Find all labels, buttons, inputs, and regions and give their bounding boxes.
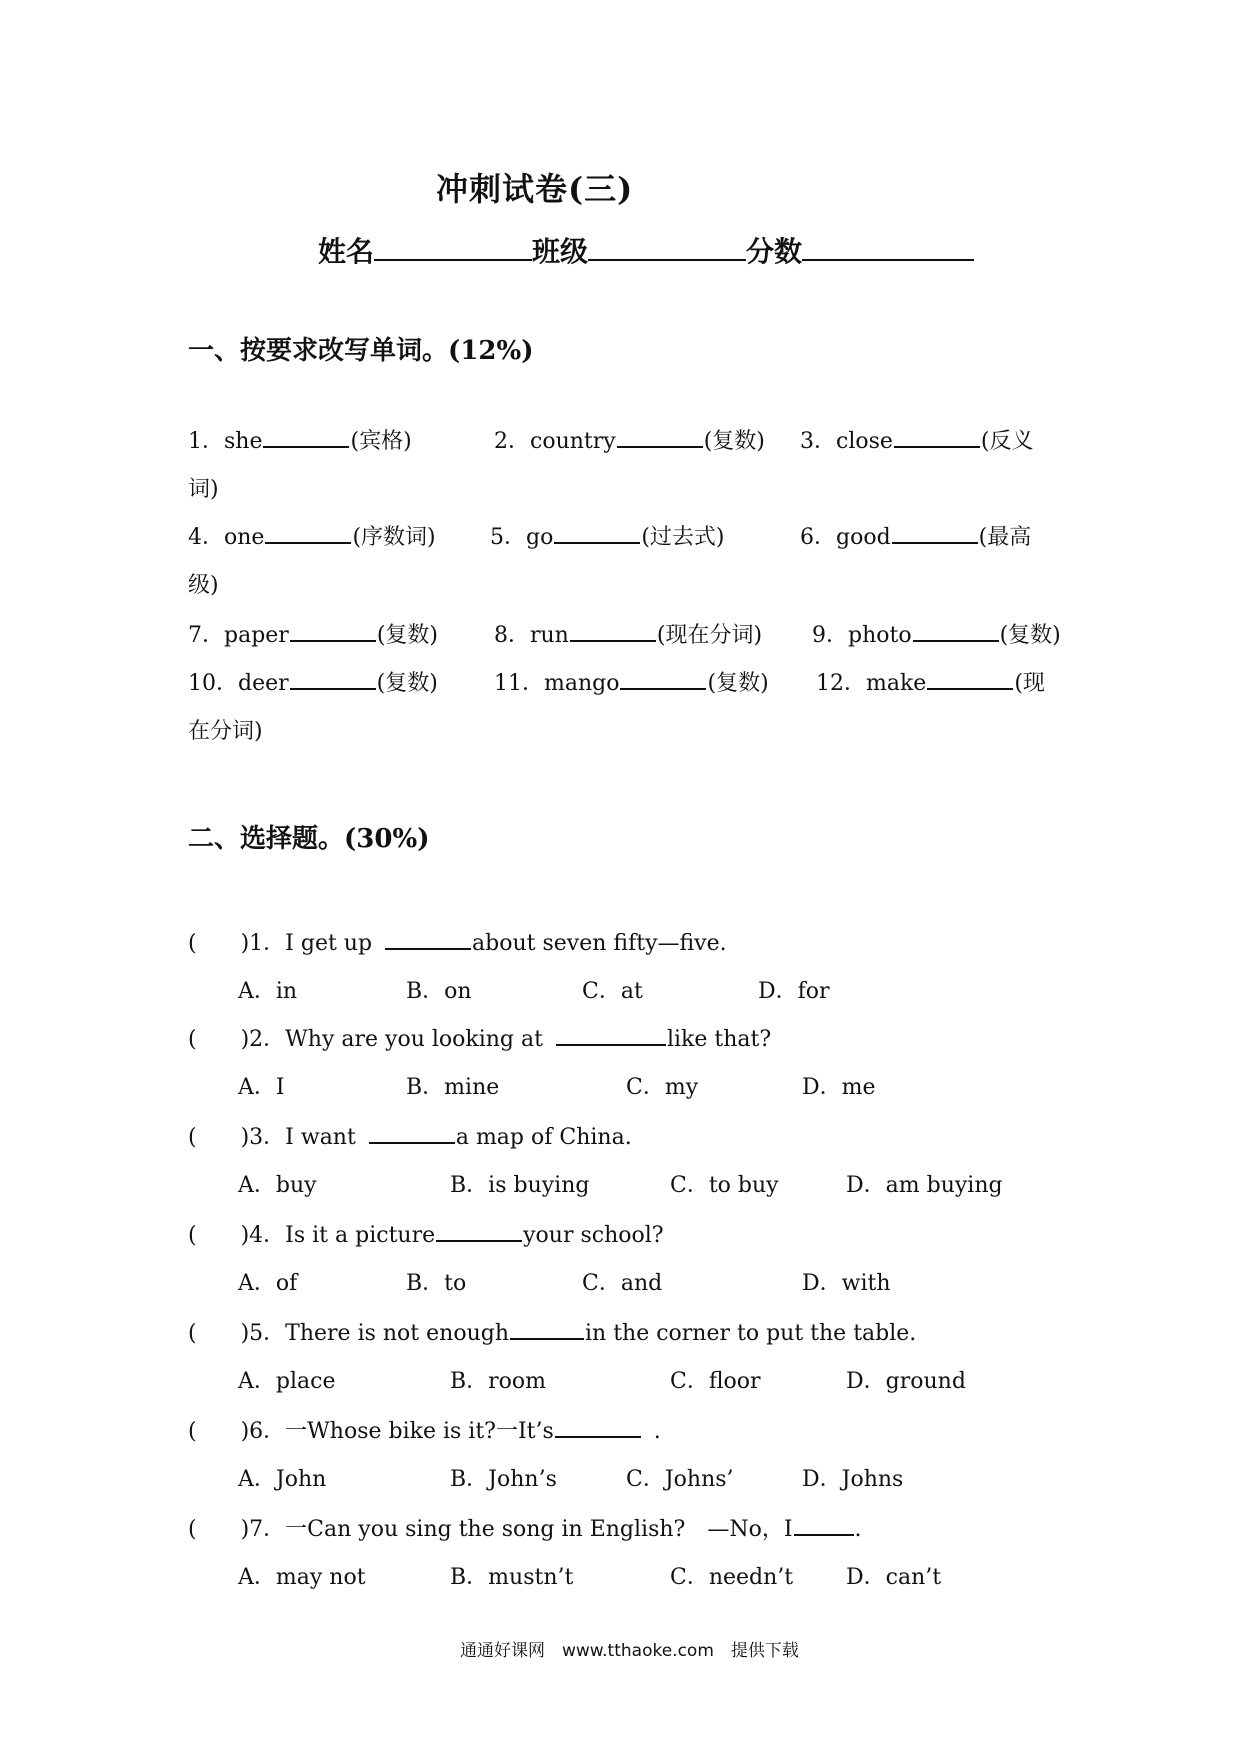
q7-option-b: B．mustn’t bbox=[450, 1565, 574, 1590]
score-label: 分数 bbox=[746, 235, 803, 268]
name-blank bbox=[374, 233, 532, 261]
word-item-3-wrap: 词) bbox=[188, 477, 219, 502]
question-4: ( )4．Is it a picture your school? bbox=[188, 1218, 664, 1249]
footer-source: 通通好课网 www.tthaoke.com 提供下载 bbox=[460, 1641, 799, 1661]
word-item-6-wrap: 级) bbox=[188, 573, 219, 598]
word-item-11: 11．mango (复数) bbox=[494, 666, 769, 697]
name-label: 姓名 bbox=[318, 235, 375, 268]
word-item-8: 8．run (现在分词) bbox=[494, 618, 762, 649]
q1-option-c: C．at bbox=[582, 979, 643, 1004]
q6-option-a: A．John bbox=[238, 1467, 327, 1492]
q5-option-c: C．floor bbox=[670, 1369, 761, 1394]
page-title: 冲刺试卷(三) bbox=[436, 170, 634, 208]
q7-option-d: D．can’t bbox=[846, 1565, 942, 1590]
q3-option-b: B．is buying bbox=[450, 1173, 590, 1198]
question-1: ( )1．I get up about seven fifty—five. bbox=[188, 926, 727, 957]
word-item-6: 6．good (最高 bbox=[800, 520, 1031, 551]
word-item-12: 12．make (现 bbox=[816, 666, 1045, 697]
q4-option-d: D．with bbox=[802, 1271, 891, 1296]
word-item-9: 9．photo (复数) bbox=[812, 618, 1061, 649]
q3-option-a: A．buy bbox=[238, 1173, 317, 1198]
question-7: ( )7．一Can you sing the song in English? —No，I . bbox=[188, 1512, 862, 1543]
q2-option-c: C．my bbox=[626, 1075, 699, 1100]
q4-option-a: A．of bbox=[238, 1271, 298, 1296]
q6-option-d: D．Johns bbox=[802, 1467, 904, 1492]
q4-option-b: B．to bbox=[406, 1271, 467, 1296]
question-3: ( )3．I want a map of China. bbox=[188, 1120, 632, 1151]
word-item-4: 4．one (序数词) bbox=[188, 520, 436, 551]
word-item-3: 3．close (反义 bbox=[800, 424, 1034, 455]
q3-option-d: D．am buying bbox=[846, 1173, 1003, 1198]
q7-option-a: A．may not bbox=[238, 1565, 366, 1590]
q4-option-c: C．and bbox=[582, 1271, 663, 1296]
q1-option-d: D．for bbox=[758, 979, 830, 1004]
q6-option-b: B．John’s bbox=[450, 1467, 557, 1492]
q2-option-a: A．I bbox=[238, 1075, 285, 1100]
class-label: 班级 bbox=[532, 235, 589, 268]
q1-option-b: B．on bbox=[406, 979, 472, 1004]
q1-option-a: A．in bbox=[238, 979, 298, 1004]
word-item-12-wrap: 在分词) bbox=[188, 719, 263, 744]
word-item-1: 1．she (宾格) bbox=[188, 424, 412, 455]
q7-option-c: C．needn’t bbox=[670, 1565, 794, 1590]
score-blank bbox=[802, 233, 974, 261]
q5-option-b: B．room bbox=[450, 1369, 547, 1394]
q2-option-d: D．me bbox=[802, 1075, 876, 1100]
word-item-5: 5．go (过去式) bbox=[490, 520, 725, 551]
word-item-2: 2．country (复数) bbox=[494, 424, 765, 455]
q6-option-c: C．Johns’ bbox=[626, 1467, 734, 1492]
student-info-line bbox=[318, 230, 974, 270]
word-item-10: 10．deer (复数) bbox=[188, 666, 438, 697]
q5-option-a: A．place bbox=[238, 1369, 336, 1394]
q3-option-c: C．to buy bbox=[670, 1173, 779, 1198]
question-5: ( )5．There is not enough in the corner to put the table. bbox=[188, 1316, 916, 1347]
q5-option-d: D．ground bbox=[846, 1369, 966, 1394]
question-2: ( )2．Why are you looking at like that? bbox=[188, 1022, 771, 1053]
question-6: ( )6．一Whose bike is it?一It’s . bbox=[188, 1414, 661, 1445]
class-blank bbox=[588, 233, 746, 261]
section1-heading: 一、按要求改写单词。(12%) bbox=[188, 336, 534, 366]
word-item-7: 7．paper (复数) bbox=[188, 618, 438, 649]
section2-heading: 二、选择题。(30%) bbox=[188, 824, 430, 854]
q2-option-b: B．mine bbox=[406, 1075, 500, 1100]
